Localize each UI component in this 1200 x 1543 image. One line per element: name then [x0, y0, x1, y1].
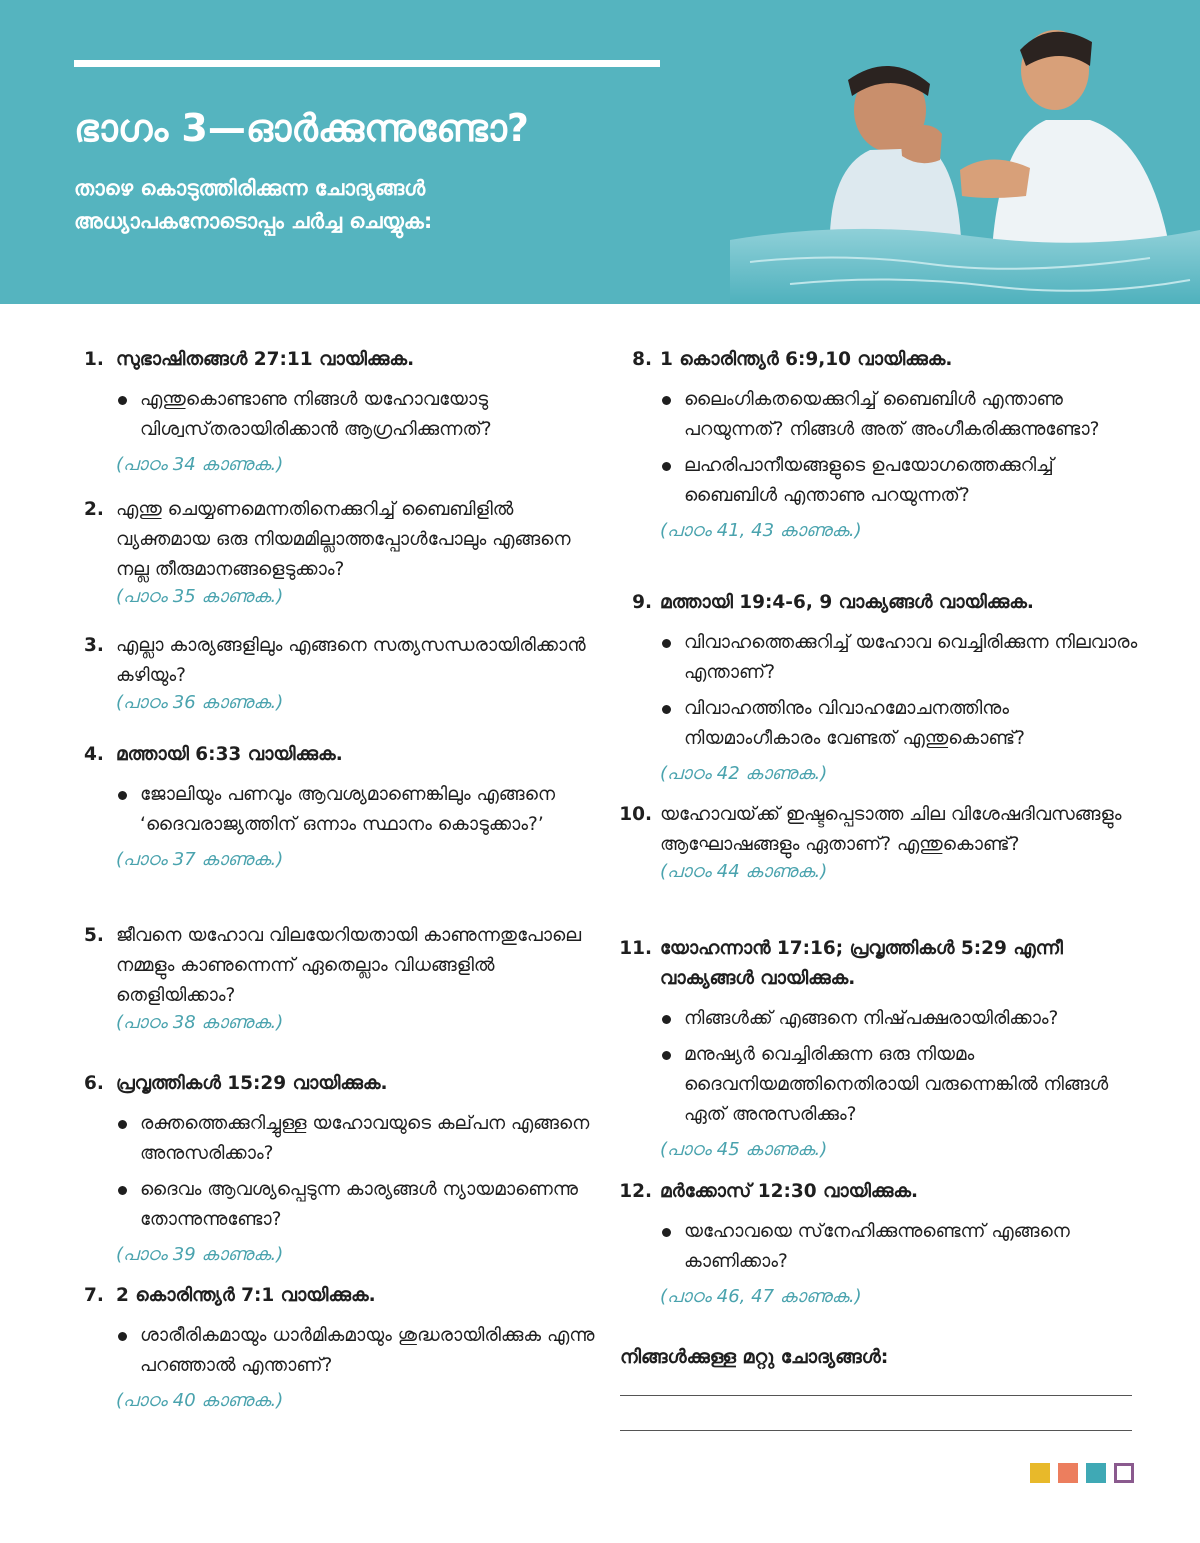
question-text: സുഭാഷിതങ്ങൾ 27:11 വായിക്കുക. — [116, 349, 415, 370]
bullet-item: യഹോവയെ സ്‌നേഹിക്കുന്നുണ്ടെന്ന്‌ എങ്ങനെ കാണിക്കാം? — [660, 1217, 1148, 1277]
question-number: 5. — [84, 925, 104, 946]
question-text: എല്ലാ കാര്യങ്ങളിലും എങ്ങനെ സത്യസന്ധരായിരിക്കാൻ കഴിയും? — [116, 635, 586, 686]
question-12 — [618, 1177, 1148, 1311]
bullet-item: ലഹരിപാനീയങ്ങളുടെ ഉപയോഗത്തെക്കുറിച്ച്‌ ബൈബിൾ എന്താണു പറയുന്നത്‌? — [660, 451, 1148, 511]
bullet-item: നിങ്ങൾക്ക്‌ എങ്ങനെ നിഷ്‌പക്ഷരായിരിക്കാം? — [660, 1004, 1148, 1034]
bullet-item: ദൈവം ആവശ്യപ്പെടുന്ന കാര്യങ്ങൾ ന്യായമാണെന്നു തോന്നുന്നുണ്ടോ? — [116, 1175, 604, 1235]
lesson-reference: (പാഠം 37 കാണുക.) — [116, 849, 284, 870]
question-text: പ്രവൃത്തികൾ 15:29 വായിക്കുക. — [116, 1073, 388, 1094]
write-line — [620, 1430, 1132, 1431]
lesson-reference: (പാഠം 40 കാണുക.) — [116, 1390, 284, 1411]
square-purple-outline — [1114, 1463, 1134, 1483]
bullet-item: മനുഷ്യർ വെച്ചിരിക്കുന്ന ഒരു നിയമം ദൈവനിയമത്തിനെതിരായി വരുന്നെങ്കിൽ നിങ്ങൾ ഏത്‌ അനുസരിക്കും? — [660, 1040, 1148, 1130]
questions-column-right — [618, 345, 1148, 1311]
bullet-item: വിവാഹത്തെക്കുറിച്ച്‌ യഹോവ വെച്ചിരിക്കുന്ന നിലവാരം എന്താണ്‌? — [660, 628, 1148, 688]
bullet-item: എന്തുകൊണ്ടാണു നിങ്ങൾ യഹോവയോടു വിശ്വസ്‌തരായിരിക്കാൻ ആഗ്രഹിക്കുന്നത്‌? — [116, 385, 604, 445]
subtitle-line-2: അധ്യാപകനോടൊപ്പം ചർച്ച ചെയ്യുക: — [74, 209, 433, 233]
square-orange — [1058, 1463, 1078, 1483]
question-text: എന്തു ചെയ്യണമെന്നതിനെക്കുറിച്ച്‌ ബൈബിളിൽ വ്യക്തമായ ഒരു നിയമമില്ലാത്തപ്പോൾപോലും എങ്ങനെ നല്ല തീരുമാനങ്ങളെടുക്കാം? — [116, 499, 571, 580]
lesson-reference: (പാഠം 46, 47 കാണുക.) — [660, 1286, 862, 1307]
square-yellow — [1030, 1463, 1050, 1483]
question-text: 2 കൊരിന്ത്യർ 7:1 വായിക്കുക. — [116, 1285, 376, 1306]
question-number: 9. — [632, 592, 652, 613]
question-number: 1. — [84, 349, 104, 370]
question-text: ജീവനെ യഹോവ വിലയേറിയതായി കാണുന്നതുപോലെ നമ്മളും കാണുന്നെന്ന്‌ ഏതെല്ലാം വിധങ്ങളിൽ തെളിയിക്കാം? — [116, 925, 582, 1006]
question-number: 10. — [619, 804, 652, 825]
question-number: 8. — [632, 349, 652, 370]
lesson-reference: (പാഠം 45 കാണുക.) — [660, 1139, 828, 1160]
page-title: ഭാഗം 3—ഓർക്കുന്നുണ്ടോ? — [74, 106, 529, 150]
question-9 — [618, 588, 1148, 800]
lesson-reference: (പാഠം 41, 43 കാണുക.) — [660, 520, 862, 541]
bullet-item: വിവാഹത്തിനും വിവാഹമോചനത്തിനും നിയമാംഗീകാരം വേണ്ടത്‌ എന്തുകൊണ്ട്‌? — [660, 694, 1148, 754]
question-6 — [84, 1069, 604, 1281]
question-1 — [84, 345, 604, 495]
lesson-reference: (പാഠം 34 കാണുക.) — [116, 454, 284, 475]
question-4 — [84, 740, 604, 921]
question-number: 6. — [84, 1073, 104, 1094]
question-3 — [84, 631, 604, 740]
lesson-reference: (പാഠം 39 കാണുക.) — [116, 1244, 284, 1265]
question-text: മർക്കോസ്‌ 12:30 വായിക്കുക. — [660, 1181, 919, 1202]
question-number: 11. — [619, 938, 652, 959]
question-11 — [618, 934, 1148, 1177]
question-text: മത്തായി 6:33 വായിക്കുക. — [116, 744, 343, 765]
question-number: 2. — [84, 499, 104, 520]
question-10 — [618, 800, 1148, 934]
questions-column-left — [84, 345, 604, 1415]
page-header — [0, 0, 1200, 304]
lesson-reference: (പാഠം 42 കാണുക.) — [660, 763, 828, 784]
header-rule — [74, 60, 660, 67]
lesson-reference: (പാഠം 36 കാണുക.) — [116, 692, 284, 713]
question-number: 12. — [619, 1181, 652, 1202]
lesson-reference: (പാഠം 38 കാണുക.) — [116, 1012, 284, 1033]
page-subtitle — [74, 172, 432, 238]
bullet-item: ശാരീരികമായും ധാർമികമായും ശുദ്ധരായിരിക്കുക എന്നു പറഞ്ഞാൽ എന്താണ്‌? — [116, 1321, 604, 1381]
baptism-illustration — [730, 0, 1200, 304]
question-number: 4. — [84, 744, 104, 765]
other-questions-heading: നിങ്ങൾക്കുള്ള മറ്റു ചോദ്യങ്ങൾ: — [620, 1346, 889, 1368]
lesson-reference: (പാഠം 44 കാണുക.) — [660, 861, 828, 882]
square-teal — [1086, 1463, 1106, 1483]
lesson-reference: (പാഠം 35 കാണുക.) — [116, 586, 284, 607]
bullet-item: ലൈംഗികതയെക്കുറിച്ച്‌ ബൈബിൾ എന്താണു പറയുന്നത്‌? നിങ്ങൾ അത്‌ അംഗീകരിക്കുന്നുണ്ടോ? — [660, 385, 1148, 445]
question-number: 3. — [84, 635, 104, 656]
question-text: മത്തായി 19:4-6, 9 വാക്യങ്ങൾ വായിക്കുക. — [660, 592, 1034, 613]
write-line — [620, 1395, 1132, 1396]
question-8 — [618, 345, 1148, 588]
question-text: യോഹന്നാൻ 17:16; പ്രവൃത്തികൾ 5:29 എന്നീ വാക്യങ്ങൾ വായിക്കുക. — [660, 938, 1063, 989]
question-2 — [84, 495, 604, 631]
question-7 — [84, 1281, 604, 1415]
question-text: 1 കൊരിന്ത്യർ 6:9,10 വായിക്കുക. — [660, 349, 953, 370]
question-number: 7. — [84, 1285, 104, 1306]
subtitle-line-1: താഴെ കൊടുത്തിരിക്കുന്ന ചോദ്യങ്ങൾ — [74, 176, 426, 200]
bullet-item: ജോലിയും പണവും ആവശ്യമാണെങ്കിലും എങ്ങനെ ‘ദൈവരാജ്യത്തിന്‌ ഒന്നാം സ്ഥാനം കൊടുക്കാം?’ — [116, 780, 604, 840]
question-5 — [84, 921, 604, 1069]
bullet-item: രക്തത്തെക്കുറിച്ചുള്ള യഹോവയുടെ കല്‌പന എങ്ങനെ അനുസരിക്കാം? — [116, 1109, 604, 1169]
question-text: യഹോവയ്‌ക്ക്‌ ഇഷ്ടപ്പെടാത്ത ചില വിശേഷദിവസങ്ങളും ആഘോഷങ്ങളും ഏതാണ്‌? എന്തുകൊണ്ട്‌? — [660, 804, 1122, 855]
